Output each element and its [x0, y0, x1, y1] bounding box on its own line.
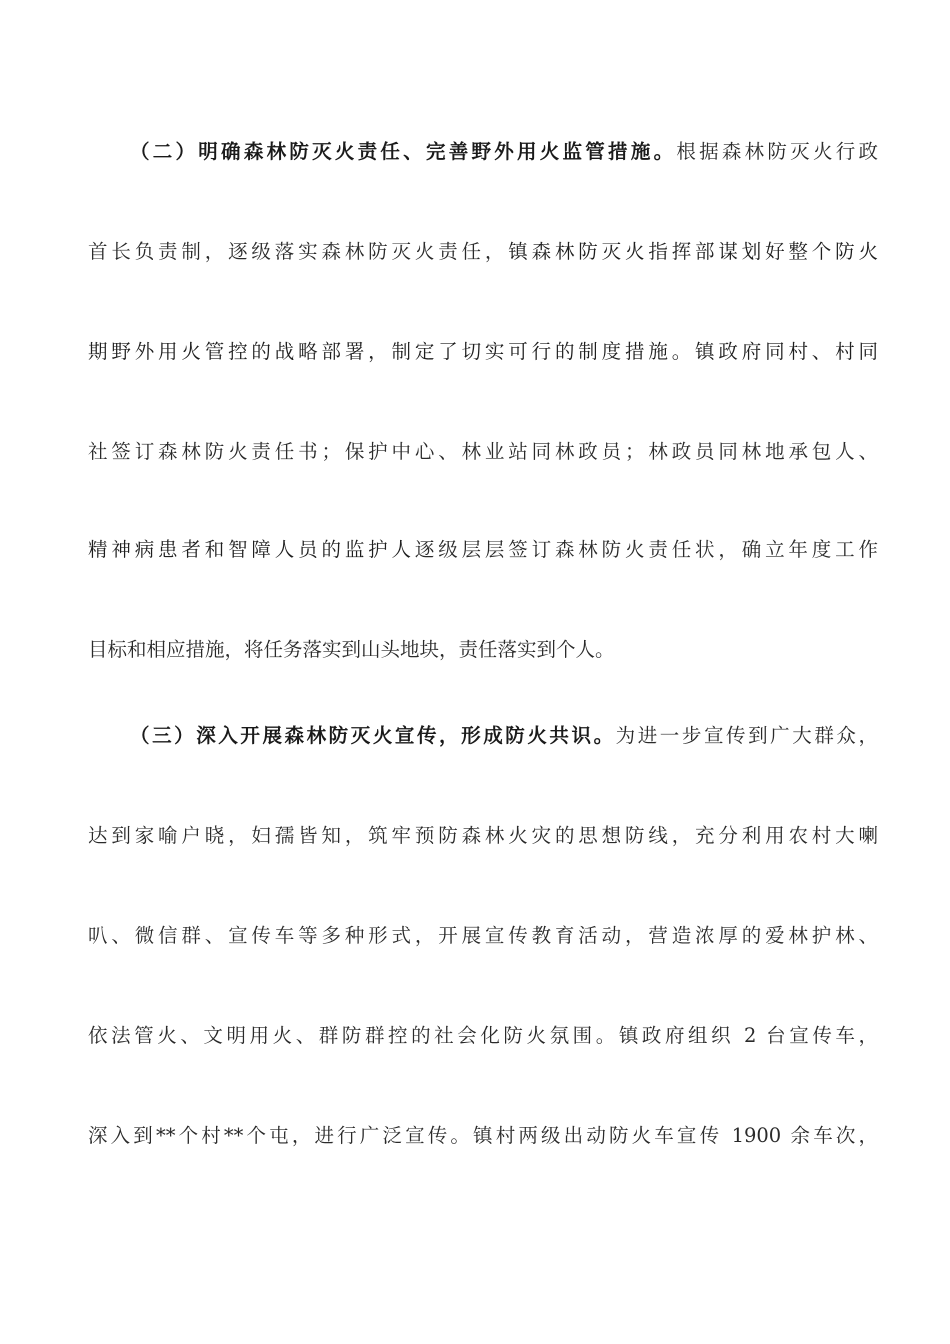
paragraph-2-line-2a: 首长负责制，逐级落实森林防灭火责任， — [88, 240, 509, 263]
paragraph-2-heading: （二）明确森林防灭火责任、完善野外用火监管措施。 — [130, 140, 677, 163]
paragraph-2-line-2b: 镇森林防灭火指挥部谋划好整个防火 — [508, 240, 878, 263]
paragraph-3-line-2: 达到家喻户晓，妇孺皆知，筑牢预防森林火灾的思想防线，充分利用农村大喇 — [88, 824, 878, 847]
paragraph-2-line-2 — [88, 232, 878, 272]
paragraph-2-line-1 — [130, 132, 878, 172]
paragraph-2-line-5b: 逐级层层签订森林防火责任状，确立年度工作 — [414, 538, 878, 561]
paragraph-3-heading: （三）深入开展森林防灭火宣传，形成防火共识。 — [130, 724, 616, 747]
paragraph-3-line-1-text: 为进一步宣传到广大群众， — [615, 724, 878, 747]
paragraph-3-line-4: 依法管火、文明用火、群防群控的社会化防火氛围。镇政府组织 2 台宣传车， — [88, 1024, 878, 1047]
paragraph-2-line-4: 社签订森林防火责任书；保护中心、林业站同林政员；林政员同林地承包人、 — [88, 440, 878, 463]
paragraph-2-line-6: 目标和相应措施，将任务落实到山头地块，责任落实到个人。 — [88, 638, 615, 661]
paragraph-2-line-5a: 精神病患者和智障人员的监护人 — [88, 538, 415, 561]
paragraph-3-line-1 — [130, 716, 878, 756]
paragraph-2-line-1-text: 根据森林防灭火行政 — [676, 140, 878, 163]
paragraph-2-line-3: 期野外用火管控的战略部署，制定了切实可行的制度措施。镇政府同村、村同 — [88, 340, 878, 363]
paragraph-2-line-5 — [88, 530, 878, 570]
paragraph-3-line-3: 叭、微信群、宣传车等多种形式，开展宣传教育活动，营造浓厚的爱林护林、 — [88, 924, 878, 947]
paragraph-3-line-5: 深入到**个村**个屯，进行广泛宣传。镇村两级出动防火车宣传 1900 余车次， — [88, 1124, 878, 1147]
